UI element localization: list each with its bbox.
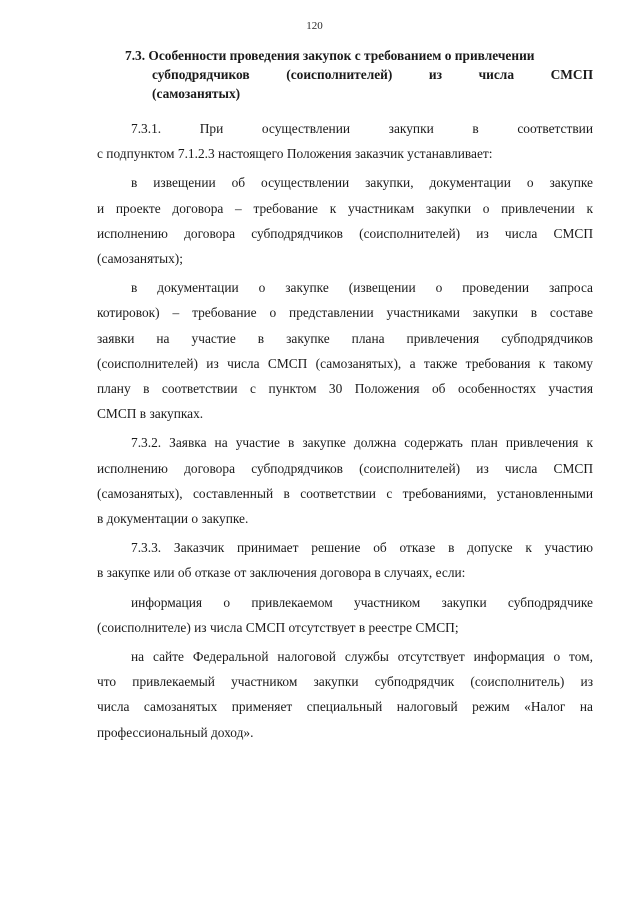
text-line: информация о привлекаемом участником закупки субподрядчике [131, 594, 593, 610]
text-line: заявки на участие в закупке плана привлечения субподрядчиков [97, 330, 593, 346]
text-line: и проекте договора – требование к участникам закупки о привлечении к [97, 200, 593, 216]
text-line: в документации о закупке. [97, 511, 249, 527]
section-body [97, 116, 593, 749]
text-line: (соисполнителей) из числа СМСП (самозанятых), а также требования к такому [97, 355, 593, 371]
text-line: плану в соответствии с пунктом 30 Положения об особенностях участия [97, 381, 593, 397]
text-line: исполнению договора субподрядчиков (соисполнителей) из числа СМСП [97, 225, 593, 241]
paragraph-notice-requirement [97, 170, 593, 271]
paragraph-7-3-3 [97, 535, 593, 585]
paragraph-registry-case [97, 590, 593, 640]
heading-line: 7.3. Особенности проведения закупок с требованием о привлечении [125, 48, 535, 63]
text-line: 7.3.3. Заказчик принимает решение об отказе в допуске к участию [131, 540, 593, 556]
text-line: (соисполнителе) из числа СМСП отсутствует в реестре СМСП; [97, 619, 459, 635]
text-line: СМСП в закупках. [97, 406, 204, 422]
paragraph-7-3-1 [97, 116, 593, 166]
text-line: числа самозанятых применяет специальный налоговый режим «Налог на [97, 699, 593, 715]
paragraph-documentation-requirement [97, 275, 593, 426]
page-number: 120 [306, 20, 323, 32]
text-line: 7.3.2. Заявка на участие в закупке должна содержать план привлечения к [131, 435, 593, 451]
text-line: исполнению договора субподрядчиков (соисполнителей) из числа СМСП [97, 460, 593, 476]
heading-line: (самозанятых) [152, 86, 241, 101]
section-heading [125, 46, 593, 103]
text-line: (самозанятых), составленный в соответствии с требованиями, установленными [97, 485, 593, 501]
paragraph-7-3-2 [97, 430, 593, 531]
text-line: профессиональный доход». [97, 724, 254, 740]
text-line: в документации о закупке (извещении о проведении запроса [131, 280, 593, 296]
text-line: с подпунктом 7.1.2.3 настоящего Положения заказчик устанавливает: [97, 146, 493, 162]
text-line: (самозанятых); [97, 251, 183, 267]
text-line: что привлекаемый участником закупки субподрядчик (соисполнитель) из [97, 674, 593, 690]
text-line: котировок) – требование о представлении участниками закупки в составе [97, 305, 593, 321]
text-line: 7.3.1. При осуществлении закупки в соответствии [131, 121, 593, 136]
heading-line: субподрядчиков (соисполнителей) из числа СМСП [152, 67, 593, 82]
text-line: в закупке или об отказе от заключения договора в случаях, если: [97, 565, 466, 581]
text-line: в извещении об осуществлении закупки, документации о закупке [131, 175, 593, 191]
text-line: на сайте Федеральной налоговой службы отсутствует информация о том, [131, 649, 593, 665]
paragraph-tax-service-case [97, 644, 593, 745]
